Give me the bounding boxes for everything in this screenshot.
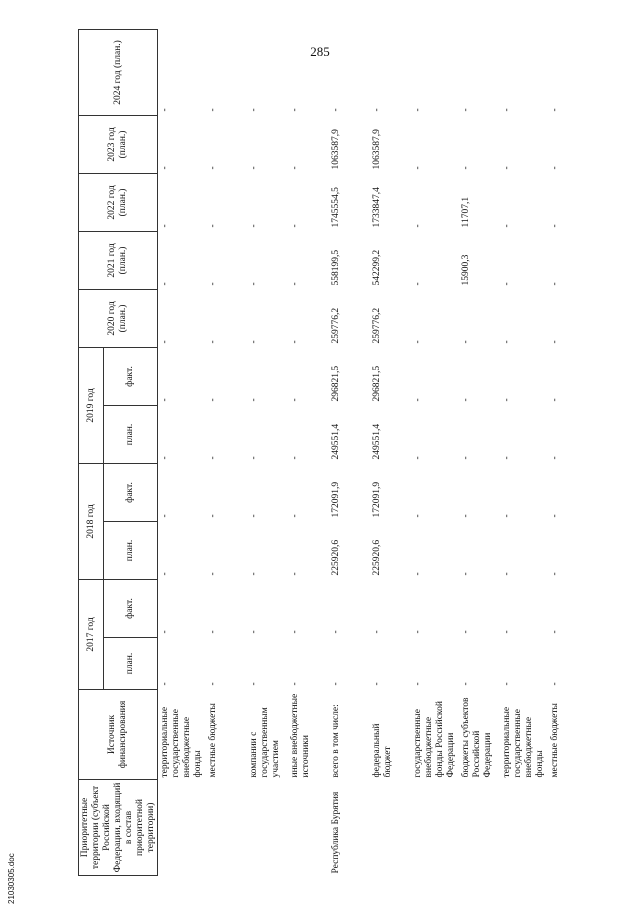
cell-value: - xyxy=(460,398,471,402)
cell-territory xyxy=(158,780,206,876)
cell-value: - xyxy=(413,572,424,576)
cell-value: - xyxy=(501,514,512,518)
cell-value: - xyxy=(549,630,560,634)
cell-territory: Республика Бурятия xyxy=(331,791,342,874)
cell-value: - xyxy=(208,108,219,112)
cell-value: - xyxy=(208,682,219,686)
cell-value: - xyxy=(249,682,260,686)
header-2018-plan: план. xyxy=(104,521,158,579)
cell-value: - xyxy=(460,630,471,634)
cell-value: - xyxy=(549,108,560,112)
cell-value: - xyxy=(290,456,301,460)
header-2018: 2018 год xyxy=(79,463,104,579)
cell-value: - xyxy=(501,456,512,460)
header-territory: Приоритетные территории (субъект Российской Федерации, входящий в состав приоритетной территории) xyxy=(79,780,158,876)
table-container xyxy=(78,30,608,876)
cell-source: местные бюджеты xyxy=(208,703,219,778)
cell-value: - xyxy=(290,224,301,228)
cell-value: - xyxy=(208,514,219,518)
cell-value: - xyxy=(290,282,301,286)
cell-value: - xyxy=(160,398,171,402)
cell-value: - xyxy=(460,340,471,344)
cell-value: 542299,2 xyxy=(372,249,383,286)
cell-value: - xyxy=(460,514,471,518)
table-row xyxy=(459,29,500,875)
cell-value: - xyxy=(160,630,171,634)
cell-value: 259776,2 xyxy=(331,307,342,344)
cell-value: - xyxy=(160,456,171,460)
cell-value: - xyxy=(160,572,171,576)
cell-value: - xyxy=(249,456,260,460)
cell-source: государственные внебюджетные фонды Российской Федерации xyxy=(413,701,456,778)
cell-value: - xyxy=(501,572,512,576)
footer-filename-text: 21030305.doc xyxy=(7,853,16,904)
header-2019: 2019 год xyxy=(79,347,104,463)
cell-value: 1733847,4 xyxy=(372,187,383,228)
cell-value: 225920,6 xyxy=(331,539,342,576)
cell-source: бюджеты субъектов Российской Федерации xyxy=(460,697,493,778)
cell-value: - xyxy=(208,572,219,576)
cell-value: 1745554,5 xyxy=(331,187,342,228)
cell-territory xyxy=(288,780,329,876)
cell-value: - xyxy=(549,456,560,460)
cell-value: 296821,5 xyxy=(372,365,383,402)
cell-value: 249551,4 xyxy=(372,423,383,460)
cell-value: - xyxy=(290,108,301,112)
table-row xyxy=(548,29,589,875)
cell-territory xyxy=(411,780,459,876)
page-number: 285 xyxy=(310,44,330,59)
cell-value: - xyxy=(249,572,260,576)
header-2023: 2023 год (план.) xyxy=(79,115,158,173)
cell-value: - xyxy=(249,630,260,634)
cell-value: 172091,9 xyxy=(372,481,383,518)
cell-value: - xyxy=(501,282,512,286)
cell-value: - xyxy=(331,108,342,112)
header-2017-fact: факт. xyxy=(104,579,158,637)
cell-value: - xyxy=(413,340,424,344)
cell-value: - xyxy=(460,108,471,112)
cell-territory xyxy=(370,780,411,876)
table-row xyxy=(500,29,548,875)
financing-table xyxy=(78,29,589,876)
cell-value: - xyxy=(501,224,512,228)
cell-source: территориальные государственные внебюджетные фонды xyxy=(160,706,204,778)
cell-value: - xyxy=(249,398,260,402)
cell-value: - xyxy=(208,630,219,634)
cell-value: - xyxy=(290,514,301,518)
cell-source: компании с государственным участием xyxy=(249,707,281,778)
cell-value: - xyxy=(549,682,560,686)
cell-territory xyxy=(247,780,288,876)
cell-value: - xyxy=(549,282,560,286)
cell-value: - xyxy=(413,282,424,286)
cell-value: - xyxy=(331,630,342,634)
cell-territory xyxy=(500,780,548,876)
header-2022: 2022 год (план.) xyxy=(79,173,158,231)
cell-value: - xyxy=(249,340,260,344)
cell-value: - xyxy=(549,514,560,518)
cell-value: - xyxy=(208,282,219,286)
cell-value: - xyxy=(208,398,219,402)
cell-value: - xyxy=(413,398,424,402)
cell-value: - xyxy=(372,682,383,686)
cell-value: 259776,2 xyxy=(372,307,383,344)
header-2021: 2021 год (план.) xyxy=(79,231,158,289)
cell-value: - xyxy=(290,572,301,576)
header-2018-fact: факт. xyxy=(104,463,158,521)
cell-value: - xyxy=(413,682,424,686)
table-row xyxy=(370,29,411,875)
table-row xyxy=(288,29,329,875)
header-2024: 2024 год (план.) xyxy=(79,29,158,115)
cell-value: - xyxy=(290,166,301,170)
header-2019-plan: план. xyxy=(104,405,158,463)
cell-value: - xyxy=(290,340,301,344)
cell-value: - xyxy=(413,224,424,228)
cell-value: - xyxy=(160,166,171,170)
cell-source: территориальные государственные внебюджетные фонды xyxy=(501,706,545,778)
cell-value: - xyxy=(290,630,301,634)
table-row xyxy=(206,29,247,875)
header-2019-fact: факт. xyxy=(104,347,158,405)
cell-value: - xyxy=(549,398,560,402)
cell-value: - xyxy=(249,224,260,228)
cell-value: 1063587,9 xyxy=(372,129,383,170)
cell-value: - xyxy=(460,166,471,170)
cell-value: - xyxy=(249,282,260,286)
cell-value: - xyxy=(208,456,219,460)
cell-value: - xyxy=(413,456,424,460)
cell-value: 11707,1 xyxy=(460,196,471,228)
cell-value: - xyxy=(290,682,301,686)
cell-value: - xyxy=(160,514,171,518)
cell-value: - xyxy=(160,108,171,112)
cell-value: - xyxy=(372,108,383,112)
cell-value: - xyxy=(460,682,471,686)
header-source: Источник финансирования xyxy=(79,690,158,780)
cell-value: - xyxy=(160,682,171,686)
cell-value: - xyxy=(160,224,171,228)
cell-value: - xyxy=(413,630,424,634)
cell-source: всего в том числе: xyxy=(331,704,342,778)
cell-territory xyxy=(459,780,500,876)
cell-value: - xyxy=(372,630,383,634)
cell-value: - xyxy=(460,456,471,460)
cell-value: - xyxy=(160,340,171,344)
table-body xyxy=(158,29,589,875)
cell-value: - xyxy=(501,340,512,344)
cell-value: 225920,6 xyxy=(372,539,383,576)
cell-value: 249551,4 xyxy=(331,423,342,460)
cell-value: - xyxy=(501,630,512,634)
cell-value: - xyxy=(208,340,219,344)
cell-value: - xyxy=(413,166,424,170)
cell-value: - xyxy=(208,224,219,228)
table-row xyxy=(329,29,370,875)
cell-territory xyxy=(206,780,247,876)
cell-value: - xyxy=(549,224,560,228)
cell-value: - xyxy=(249,514,260,518)
cell-value: - xyxy=(208,166,219,170)
cell-value: - xyxy=(160,282,171,286)
cell-value: - xyxy=(249,108,260,112)
cell-value: - xyxy=(413,108,424,112)
cell-value: - xyxy=(460,572,471,576)
footer-filename xyxy=(6,852,58,904)
table-row xyxy=(158,29,206,875)
cell-value: 1063587,9 xyxy=(331,129,342,170)
header-2017: 2017 год xyxy=(79,579,104,689)
table-row xyxy=(247,29,288,875)
cell-value: - xyxy=(549,166,560,170)
cell-source: иные внебюджетные источники xyxy=(290,693,312,778)
cell-value: 15900,3 xyxy=(460,254,471,286)
cell-value: 172091,9 xyxy=(331,481,342,518)
cell-value: - xyxy=(501,166,512,170)
cell-territory xyxy=(548,780,589,876)
cell-value: - xyxy=(413,514,424,518)
cell-value: - xyxy=(501,108,512,112)
header-2020: 2020 год (план.) xyxy=(79,289,158,347)
cell-value: 296821,5 xyxy=(331,365,342,402)
cell-value: - xyxy=(249,166,260,170)
table-row xyxy=(411,29,459,875)
cell-value: - xyxy=(501,398,512,402)
cell-value: 558199,5 xyxy=(331,249,342,286)
header-2017-plan: план. xyxy=(104,638,158,690)
cell-value: - xyxy=(331,682,342,686)
rotated-table-sheet xyxy=(78,30,608,876)
cell-value: - xyxy=(501,682,512,686)
cell-value: - xyxy=(290,398,301,402)
cell-source: местные бюджеты xyxy=(549,703,560,778)
cell-value: - xyxy=(549,572,560,576)
cell-value: - xyxy=(549,340,560,344)
cell-source: федеральный бюджет xyxy=(372,723,394,778)
